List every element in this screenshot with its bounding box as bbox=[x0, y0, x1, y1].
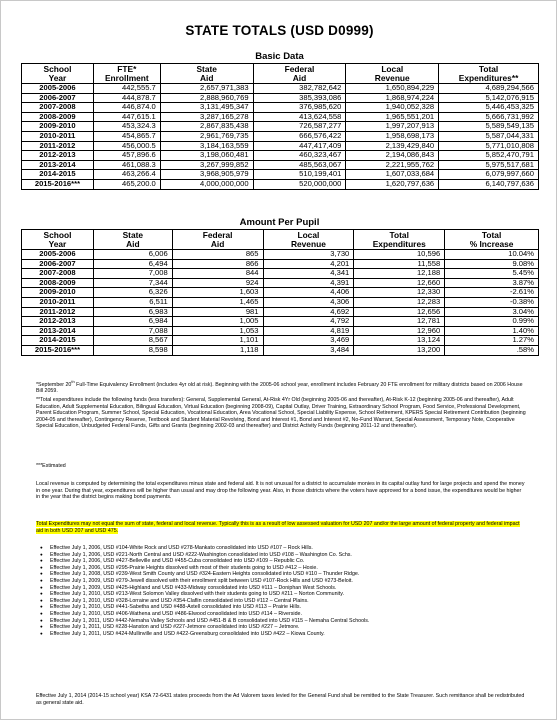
per-pupil-value-cell: 12,781 bbox=[354, 317, 445, 327]
basic-value-cell: 3,968,905,979 bbox=[160, 170, 253, 180]
per-pupil-value-cell: 4,406 bbox=[263, 288, 354, 298]
per-pupil-year-cell: 2015-2016*** bbox=[22, 345, 94, 355]
basic-row bbox=[22, 160, 539, 170]
basic-col-header: Total Expenditures** bbox=[439, 64, 539, 84]
basic-value-cell: 460,323,467 bbox=[253, 151, 346, 161]
basic-value-cell: 454,865.7 bbox=[93, 131, 160, 141]
per-pupil-value-cell: 10.04% bbox=[445, 250, 539, 260]
basic-col-header: State Aid bbox=[160, 64, 253, 84]
per-pupil-value-cell: 1,118 bbox=[172, 345, 263, 355]
basic-value-cell: 447,417,409 bbox=[253, 141, 346, 151]
basic-value-cell: 666,576,422 bbox=[253, 131, 346, 141]
per-pupil-value-cell: 9.08% bbox=[445, 259, 539, 269]
per-pupil-value-cell: 0.99% bbox=[445, 317, 539, 327]
basic-value-cell: 461,088.3 bbox=[93, 160, 160, 170]
basic-value-cell: 3,184,163,559 bbox=[160, 141, 253, 151]
basic-value-cell: 5,852,470,791 bbox=[439, 151, 539, 161]
footnotes bbox=[36, 379, 526, 395]
per-pupil-value-cell: 3.04% bbox=[445, 307, 539, 317]
basic-value-cell: 6,079,997,660 bbox=[439, 170, 539, 180]
basic-row bbox=[22, 84, 539, 94]
basic-value-cell: 5,666,731,992 bbox=[439, 112, 539, 122]
per-pupil-value-cell: 12,660 bbox=[354, 278, 445, 288]
basic-value-cell: 465,200.0 bbox=[93, 179, 160, 189]
per-pupil-year-cell: 2014-2015 bbox=[22, 336, 94, 346]
per-pupil-value-cell: 6,984 bbox=[93, 317, 172, 327]
basic-value-cell: 2,961,769,735 bbox=[160, 131, 253, 141]
per-pupil-value-cell: 6,983 bbox=[93, 307, 172, 317]
per-pupil-value-cell: 12,283 bbox=[354, 297, 445, 307]
basic-year-cell: 2011-2012 bbox=[22, 141, 94, 151]
basic-row bbox=[22, 170, 539, 180]
basic-value-cell: 4,000,000,000 bbox=[160, 179, 253, 189]
basic-year-cell: 2006-2007 bbox=[22, 93, 94, 103]
per-pupil-value-cell: 4,306 bbox=[263, 297, 354, 307]
per-pupil-value-cell: 1,053 bbox=[172, 326, 263, 336]
per-pupil-value-cell: -0.38% bbox=[445, 297, 539, 307]
basic-year-cell: 2008-2009 bbox=[22, 112, 94, 122]
per-pupil-value-cell: 3,484 bbox=[263, 345, 354, 355]
basic-value-cell: 5,446,453,325 bbox=[439, 103, 539, 113]
per-pupil-value-cell: 3,469 bbox=[263, 336, 354, 346]
basic-value-cell: 3,198,060,481 bbox=[160, 151, 253, 161]
basic-value-cell: 382,782,642 bbox=[253, 84, 346, 94]
basic-value-cell: 726,587,277 bbox=[253, 122, 346, 132]
basic-value-cell: 453,324.3 bbox=[93, 122, 160, 132]
per-pupil-value-cell: 4,391 bbox=[263, 278, 354, 288]
basic-value-cell: 2,221,955,762 bbox=[346, 160, 439, 170]
basic-row bbox=[22, 141, 539, 151]
per-pupil-col-header: Local Revenue bbox=[263, 230, 354, 250]
basic-row bbox=[22, 122, 539, 132]
per-pupil-value-cell: 4,341 bbox=[263, 269, 354, 279]
per-pupil-value-cell: 7,088 bbox=[93, 326, 172, 336]
basic-year-cell: 2013-2014 bbox=[22, 160, 94, 170]
per-pupil-row bbox=[22, 326, 539, 336]
basic-year-cell: 2014-2015 bbox=[22, 170, 94, 180]
basic-value-cell: 444,878.7 bbox=[93, 93, 160, 103]
basic-value-cell: 442,555.7 bbox=[93, 84, 160, 94]
basic-year-cell: 2007-2008 bbox=[22, 103, 94, 113]
per-pupil-title: Amount Per Pupil bbox=[239, 217, 320, 228]
per-pupil-value-cell: 1,005 bbox=[172, 317, 263, 327]
per-pupil-value-cell: 1.27% bbox=[445, 336, 539, 346]
per-pupil-header-row bbox=[22, 230, 539, 250]
basic-value-cell: 3,267,999,852 bbox=[160, 160, 253, 170]
per-pupil-col-header: Total % Increase bbox=[445, 230, 539, 250]
per-pupil-value-cell: 4,692 bbox=[263, 307, 354, 317]
basic-year-cell: 2010-2011 bbox=[22, 131, 94, 141]
estimated-footnote: ***Estimated bbox=[36, 463, 66, 469]
consolidation-item: ● Effective July 1, 2011, USD #442-Nemaha Valley Schools and USD #451-B & B consolidated into USD #115 – Nemaha Central Schools. bbox=[50, 618, 526, 625]
per-pupil-row bbox=[22, 278, 539, 288]
basic-value-cell: 385,393,086 bbox=[253, 93, 346, 103]
per-pupil-value-cell: 8,567 bbox=[93, 336, 172, 346]
basic-value-cell: 463,266.4 bbox=[93, 170, 160, 180]
basic-value-cell: 1,997,207,913 bbox=[346, 122, 439, 132]
basic-value-cell: 2,657,971,383 bbox=[160, 84, 253, 94]
basic-value-cell: 5,142,076,915 bbox=[439, 93, 539, 103]
per-pupil-year-cell: 2011-2012 bbox=[22, 307, 94, 317]
per-pupil-value-cell: 6,511 bbox=[93, 297, 172, 307]
per-pupil-value-cell: 866 bbox=[172, 259, 263, 269]
basic-value-cell: 1,940,052,328 bbox=[346, 103, 439, 113]
per-pupil-value-cell: 12,960 bbox=[354, 326, 445, 336]
basic-value-cell: 456,000.5 bbox=[93, 141, 160, 151]
basic-value-cell: 520,000,000 bbox=[253, 179, 346, 189]
basic-year-cell: 2009-2010 bbox=[22, 122, 94, 132]
per-pupil-value-cell: 12,656 bbox=[354, 307, 445, 317]
per-pupil-row bbox=[22, 345, 539, 355]
basic-row bbox=[22, 179, 539, 189]
per-pupil-value-cell: 1,603 bbox=[172, 288, 263, 298]
per-pupil-value-cell: 7,344 bbox=[93, 278, 172, 288]
basic-value-cell: 447,615.1 bbox=[93, 112, 160, 122]
expenditures-footnote: **Total expenditures include the following funds (less transfers): General, Supplemental General, At-Risk 4Yr Old (beginning 2005-06 and thereafter), At-Risk K-12 (beginning 2005-06 and thereafter), Adult Education, Adult Supplemental Education, Bilingual Education, Virtual Education (beginning 2008-09), Capital Outlay, Driver Training, Extraordinary School Program, Food Service, Professional Development, Parent Education Program, Summer School, Special Education, Vocational Education, Area Vocational School, Special Liability Expense, School Retirement, KPERS Special Retirement Contribution (beginning 2004-05 and thereafter), Contingency Reserve, Textbook and Student Material Revolving, Bond and Interest #1, Bond and Interest #2, No-Fund Warrant, Special Assessment, Temporary Note, Cooperative Special Education, Unbudgeted Federal Funds, Gifts and Grants (beginning 2002-03 and thereafter) and District Activity Funds (beginning 2011-12 and thereafter). bbox=[36, 397, 526, 430]
basic-value-cell: 5,589,549,135 bbox=[439, 122, 539, 132]
consolidation-item: ● Effective July 1, 2010, USD #328-Lorraine and USD #354-Claflin consolidated into USD #112 – Central Plains. bbox=[50, 598, 526, 605]
consolidation-item: ● Effective July 1, 2010, USD #441-Sabetha and USD #488-Axtell consolidated into USD #113 – Prairie Hills. bbox=[50, 604, 526, 611]
basic-value-cell: 457,896.6 bbox=[93, 151, 160, 161]
consolidation-item: ● Effective July 1, 2006, USD #295-Prairie Heights dissolved with most of their students going to USD #412 – Hoxie. bbox=[50, 565, 526, 572]
basic-value-cell: 3,131,495,347 bbox=[160, 103, 253, 113]
consolidation-item: ● Effective July 1, 2006, USD #427-Belleville and USD #455-Cuba consolidated into USD #109 – Republic Co. bbox=[50, 558, 526, 565]
per-pupil-value-cell: .58% bbox=[445, 345, 539, 355]
per-pupil-value-cell: 12,188 bbox=[354, 269, 445, 279]
basic-value-cell: 485,563,067 bbox=[253, 160, 346, 170]
per-pupil-col-header: School Year bbox=[22, 230, 94, 250]
basic-value-cell: 5,771,010,808 bbox=[439, 141, 539, 151]
per-pupil-row bbox=[22, 307, 539, 317]
per-pupil-value-cell: 865 bbox=[172, 250, 263, 260]
per-pupil-col-header: Total Expenditures bbox=[354, 230, 445, 250]
basic-value-cell: 446,874.0 bbox=[93, 103, 160, 113]
basic-value-cell: 1,965,551,201 bbox=[346, 112, 439, 122]
per-pupil-value-cell: 10,596 bbox=[354, 250, 445, 260]
per-pupil-value-cell: 13,200 bbox=[354, 345, 445, 355]
per-pupil-value-cell: 1.40% bbox=[445, 326, 539, 336]
basic-value-cell: 2,139,429,840 bbox=[346, 141, 439, 151]
basic-value-cell: 1,620,797,636 bbox=[346, 179, 439, 189]
basic-value-cell: 1,868,974,224 bbox=[346, 93, 439, 103]
basic-year-cell: 2015-2016*** bbox=[22, 179, 94, 189]
per-pupil-row bbox=[22, 336, 539, 346]
per-pupil-value-cell: 7,008 bbox=[93, 269, 172, 279]
per-pupil-value-cell: 6,326 bbox=[93, 288, 172, 298]
consolidation-item: ● Effective July 1, 2009, USD #425-Highland and USD #433-Midway consolidated into USD #111 – Doniphan West Schools. bbox=[50, 585, 526, 592]
per-pupil-row bbox=[22, 297, 539, 307]
per-pupil-value-cell: 6,494 bbox=[93, 259, 172, 269]
per-pupil-row bbox=[22, 250, 539, 260]
basic-row bbox=[22, 112, 539, 122]
consolidation-item: ● Effective July 1, 2008, USD #239-West Smith County and USD #324-Eastern Heights consolidated into USD #110 – Thunder Ridge. bbox=[50, 571, 526, 578]
per-pupil-value-cell: 3,730 bbox=[263, 250, 354, 260]
per-pupil-value-cell: 11,558 bbox=[354, 259, 445, 269]
per-pupil-year-cell: 2006-2007 bbox=[22, 259, 94, 269]
basic-value-cell: 6,140,797,636 bbox=[439, 179, 539, 189]
ksa-note: Effective July 1, 2014 (2014-15 school year) KSA 72-6431 states proceeds from the Ad Valorem taxes levied for the General Fund shall be remitted to the State Treasurer. Such remittance shall be redistributed as general state aid. bbox=[36, 693, 525, 706]
per-pupil-row bbox=[22, 269, 539, 279]
basic-value-cell: 1,607,033,684 bbox=[346, 170, 439, 180]
per-pupil-year-cell: 2007-2008 bbox=[22, 269, 94, 279]
consolidation-item: ● Effective July 1, 2011, USD #424-Mullinville and USD #422-Greensburg consolidated into USD #422 – Kiowa County. bbox=[50, 631, 526, 638]
per-pupil-value-cell: 1,465 bbox=[172, 297, 263, 307]
basic-col-header: School Year bbox=[22, 64, 94, 84]
basic-value-cell: 413,624,558 bbox=[253, 112, 346, 122]
per-pupil-col-header: Federal Aid bbox=[172, 230, 263, 250]
basic-col-header: Federal Aid bbox=[253, 64, 346, 84]
consolidation-item: ● Effective July 1, 2011, USD #228-Hanston and USD #227-Jetmore consolidated into USD #227 – Jetmore. bbox=[50, 624, 526, 631]
per-pupil-year-cell: 2012-2013 bbox=[22, 317, 94, 327]
basic-value-cell: 1,958,698,173 bbox=[346, 131, 439, 141]
per-pupil-row bbox=[22, 288, 539, 298]
consolidation-item: ● Effective July 1, 2009, USD #279-Jewell dissolved with their enrollment split between USD #107-Rock Hills and USD #273-Beloit. bbox=[50, 578, 526, 585]
per-pupil-value-cell: 5.45% bbox=[445, 269, 539, 279]
basic-year-cell: 2012-2013 bbox=[22, 151, 94, 161]
basic-value-cell: 2,867,835,438 bbox=[160, 122, 253, 132]
basic-col-header: FTE* Enrollment bbox=[93, 64, 160, 84]
local-revenue-note: Local revenue is computed by determining the total expenditures minus state and federal aid. It is not unusual for a district to accumulate monies in its capital outlay fund for large projects and spend the money in one year. During that year, expenditures will be higher than usual and may drop the following year. Also, in those districts where the voters have approved for a bond issue, the expenditures would be higher in the year that the district begins making bond payments. bbox=[36, 481, 525, 501]
basic-header-row bbox=[22, 64, 539, 84]
basic-row bbox=[22, 93, 539, 103]
per-pupil-value-cell: 981 bbox=[172, 307, 263, 317]
consolidation-item: ● Effective July 1, 2010, USD #213-West Solomon Valley dissolved with their students going to USD #211 – Norton Community. bbox=[50, 591, 526, 598]
basic-value-cell: 510,199,401 bbox=[253, 170, 346, 180]
page-title: STATE TOTALS (USD D0999) bbox=[185, 23, 374, 38]
basic-value-cell: 2,194,086,843 bbox=[346, 151, 439, 161]
per-pupil-value-cell: 924 bbox=[172, 278, 263, 288]
basic-row bbox=[22, 131, 539, 141]
per-pupil-row bbox=[22, 317, 539, 327]
basic-row bbox=[22, 151, 539, 161]
fte-footnote: *September 20th Full-Time Equivalency Enrollment (includes 4yr old at risk). Beginning with the 2005-06 school year, enrollment includes February 20 FTE enrollment for military districts based on 2006 House Bill 2059. bbox=[36, 379, 523, 395]
per-pupil-value-cell: 1,101 bbox=[172, 336, 263, 346]
basic-value-cell: 376,985,620 bbox=[253, 103, 346, 113]
per-pupil-table bbox=[21, 229, 539, 356]
basic-value-cell: 5,587,044,331 bbox=[439, 131, 539, 141]
per-pupil-value-cell: 6,006 bbox=[93, 250, 172, 260]
per-pupil-value-cell: 844 bbox=[172, 269, 263, 279]
per-pupil-year-cell: 2009-2010 bbox=[22, 288, 94, 298]
basic-value-cell: 3,287,165,278 bbox=[160, 112, 253, 122]
per-pupil-year-cell: 2013-2014 bbox=[22, 326, 94, 336]
per-pupil-value-cell: 13,124 bbox=[354, 336, 445, 346]
basic-value-cell: 5,975,517,681 bbox=[439, 160, 539, 170]
basic-data-table bbox=[21, 63, 539, 190]
per-pupil-year-cell: 2008-2009 bbox=[22, 278, 94, 288]
highlight-note bbox=[36, 521, 526, 534]
per-pupil-year-cell: 2005-2006 bbox=[22, 250, 94, 260]
per-pupil-value-cell: 4,792 bbox=[263, 317, 354, 327]
per-pupil-value-cell: 8,598 bbox=[93, 345, 172, 355]
consolidation-item: ● Effective July 1, 2006, USD #221-North Central and USD #222-Washington consolidated into USD #108 – Washington Co. Schs. bbox=[50, 552, 526, 559]
basic-value-cell: 2,888,960,769 bbox=[160, 93, 253, 103]
per-pupil-value-cell: 3.87% bbox=[445, 278, 539, 288]
consolidation-list bbox=[36, 545, 526, 637]
basic-col-header: Local Revenue bbox=[346, 64, 439, 84]
per-pupil-year-cell: 2010-2011 bbox=[22, 297, 94, 307]
basic-value-cell: 1,650,894,229 bbox=[346, 84, 439, 94]
per-pupil-col-header: State Aid bbox=[93, 230, 172, 250]
per-pupil-value-cell: 4,201 bbox=[263, 259, 354, 269]
per-pupil-value-cell: 12,330 bbox=[354, 288, 445, 298]
basic-row bbox=[22, 103, 539, 113]
per-pupil-row bbox=[22, 259, 539, 269]
per-pupil-value-cell: 4,819 bbox=[263, 326, 354, 336]
per-pupil-value-cell: -2.61% bbox=[445, 288, 539, 298]
highlighted-text: Total Expenditures may not equal the sum of state, federal and local revenue. Typically this is as a result of low assessed valuation for USD 207 and/or the large amount of federal property and federal impact aid in both USD 207 and USD 475. bbox=[36, 521, 520, 534]
basic-year-cell: 2005-2006 bbox=[22, 84, 94, 94]
basic-data-title: Basic Data bbox=[255, 51, 304, 62]
basic-value-cell: 4,689,294,566 bbox=[439, 84, 539, 94]
consolidation-item: ● Effective July 1, 2006, USD #104-White Rock and USD #278-Mankato consolidated into USD #107 – Rock Hills. bbox=[50, 545, 526, 552]
consolidation-item: ● Effective July 1, 2010, USD #406-Wathena and USD #486-Elwood consolidated into USD #114 – Riverside. bbox=[50, 611, 526, 618]
